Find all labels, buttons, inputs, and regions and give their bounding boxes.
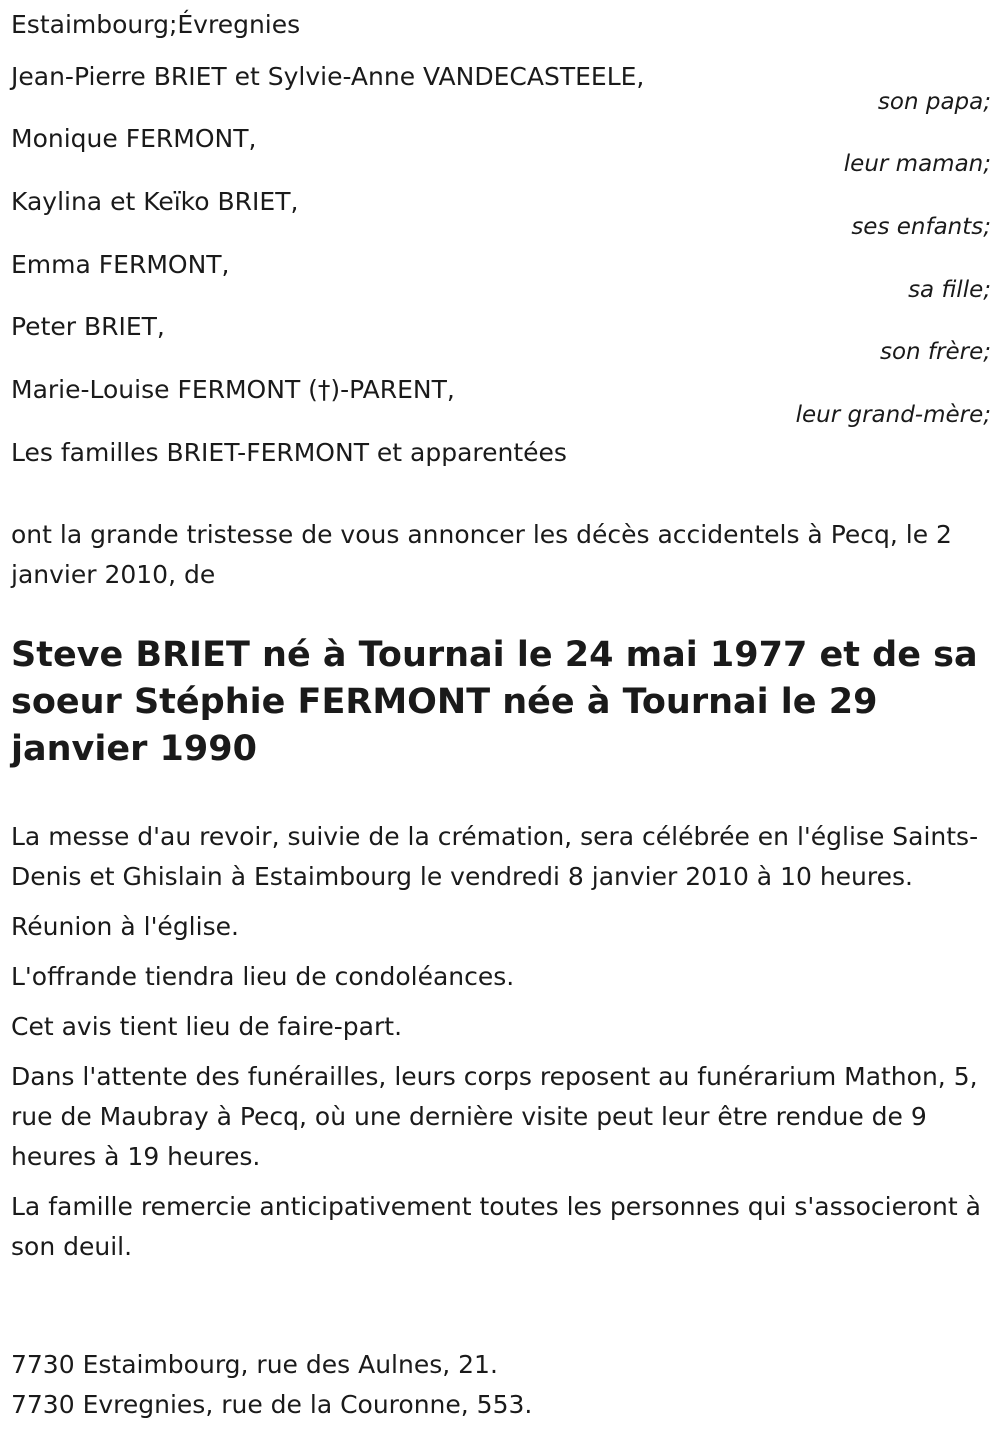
family-member-name: Jean-Pierre BRIET et Sylvie-Anne VANDECASTEELE, — [11, 62, 645, 91]
family-entry — [11, 310, 991, 372]
place-header: Estaimbourg;Évregnies — [11, 10, 301, 39]
offering-paragraph: L'offrande tiendra lieu de condoléances. — [11, 962, 515, 991]
family-member-relation: son frère; — [879, 339, 991, 365]
family-member-name: Kaylina et Keïko BRIET, — [11, 187, 299, 216]
family-member-name: Monique FERMONT, — [11, 124, 257, 153]
family-member-relation: leur maman; — [843, 151, 991, 177]
family-member-name: Marie-Louise FERMONT (†)-PARENT, — [11, 375, 455, 404]
family-member-name: Emma FERMONT, — [11, 250, 230, 279]
deceased-names-heading: Steve BRIET né à Tournai le 24 mai 1977 et de sa soeur Stéphie FERMONT née à Tournai le 29 janvier 1990 — [11, 635, 978, 769]
family-member-relation: ses enfants; — [851, 214, 991, 240]
family-member-relation: leur grand-mère; — [795, 402, 991, 428]
family-member-relation: son papa; — [877, 89, 991, 115]
notice-paragraph: Cet avis tient lieu de faire-part. — [11, 1012, 403, 1041]
family-entry — [11, 60, 991, 122]
announcement-text: ont la grande tristesse de vous annoncer les décès accidentels à Pecq, le 2 janvier 2010, de — [11, 520, 952, 589]
addresses-block — [11, 1345, 991, 1425]
family-entry — [11, 248, 991, 310]
address-line: 7730 Evregnies, rue de la Couronne, 553. — [11, 1390, 533, 1419]
family-member-relation: sa fille; — [908, 277, 991, 303]
extended-families-line: Les familles BRIET-FERMONT et apparentées — [11, 438, 567, 467]
service-details — [11, 817, 991, 1277]
family-member-name: Peter BRIET, — [11, 312, 165, 341]
address-line: 7730 Estaimbourg, rue des Aulnes, 21. — [11, 1350, 498, 1379]
family-entry — [11, 122, 991, 184]
meeting-paragraph: Réunion à l'église. — [11, 912, 239, 941]
family-entry — [11, 185, 991, 247]
ceremony-paragraph: La messe d'au revoir, suivie de la crémation, sera célébrée en l'église Saints-Denis et Ghislain à Estaimbourg le vendredi 8 janvier 2010 à 10 heures. — [11, 822, 979, 891]
thanks-paragraph: La famille remercie anticipativement toutes les personnes qui s'associeront à son deuil. — [11, 1192, 981, 1261]
funerarium-paragraph: Dans l'attente des funérailles, leurs corps reposent au funérarium Mathon, 5, rue de Maubray à Pecq, où une dernière visite peut leur être rendue de 9 heures à 19 heures. — [11, 1062, 978, 1171]
family-entry — [11, 373, 991, 435]
